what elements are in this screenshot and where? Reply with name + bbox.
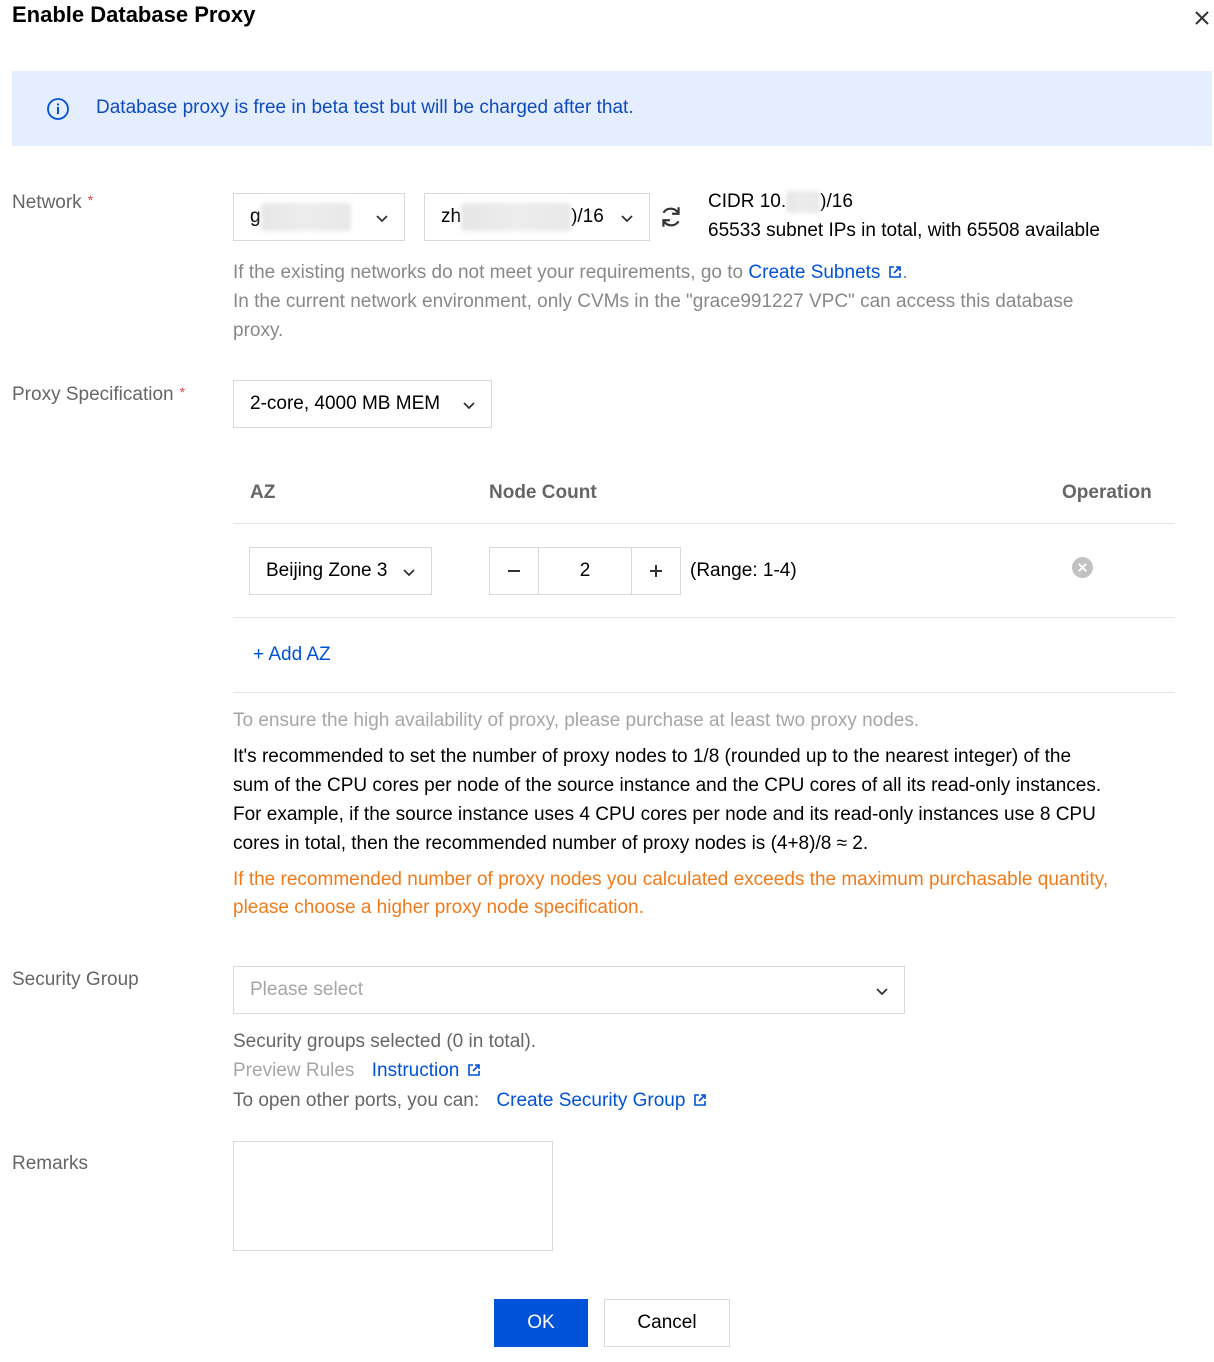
spec-select[interactable] [233, 380, 492, 428]
instruction-link[interactable]: Instruction [372, 1060, 482, 1081]
chevron-down-icon [374, 210, 390, 226]
node-count-column-header: Node Count [489, 482, 597, 503]
decrement-button[interactable] [490, 548, 538, 594]
remove-row-icon[interactable] [1072, 557, 1093, 578]
cancel-button[interactable]: Cancel [604, 1299, 730, 1347]
info-icon [46, 97, 70, 121]
node-count-input[interactable]: 2 [538, 548, 632, 594]
remarks-label: Remarks [12, 1153, 89, 1174]
node-count-stepper[interactable] [489, 547, 681, 595]
vpc-select[interactable] [233, 193, 405, 241]
chevron-down-icon [401, 564, 417, 580]
network-env-hint: In the current network environment, only CVMs in the "grace991227 VPC" can access this database [233, 291, 1074, 312]
increment-button[interactable] [632, 548, 680, 594]
network-hint: If the existing networks do not meet your requirements, go to Create Subnets . In the current network environment, only CVMs in the "grace991227 VPC" can access this database proxy. [233, 258, 1073, 345]
subnet-select-value: zh [441, 206, 462, 227]
external-link-icon [467, 1063, 481, 1077]
remarks-textarea[interactable] [233, 1141, 553, 1251]
plus-icon [648, 563, 664, 579]
spec-label: Proxy Specification * [12, 384, 186, 405]
add-az-button[interactable]: + Add AZ [253, 644, 331, 665]
cidr-text: CIDR 10. )/16 [708, 191, 853, 213]
subnet-select[interactable] [424, 193, 650, 241]
required-mark: * [87, 192, 94, 208]
info-banner [12, 71, 1212, 146]
spec-select-value: 2-core, 4000 MB MEM [250, 393, 441, 414]
security-selected-count: Security groups selected (0 in total). [233, 1031, 537, 1052]
preview-rules-row [233, 1056, 481, 1085]
security-group-select[interactable] [233, 966, 905, 1014]
open-ports-text: To open other ports, you can: [233, 1090, 480, 1111]
az-column-header: AZ [250, 482, 276, 503]
security-group-label: Security Group [12, 969, 139, 990]
az-select-value: Beijing Zone 3 [266, 560, 388, 581]
dialog-title: Enable Database Proxy [12, 2, 256, 27]
create-security-group-link[interactable]: Create Security Group [496, 1090, 707, 1111]
recommendation-note: It's recommended to set the number of proxy nodes to 1/8 (rounded up to the nearest integer) of the sum of the CPU cores per node of the source instance and the CPU cores of all its read-only instances. For example, if the source instance uses 4 CPU cores per node and its read-only instances use 8 CPU cores in total, then the recommended number of proxy nodes is (4+8)/8 ≈ 2. [233, 746, 1102, 854]
minus-icon [506, 563, 522, 579]
create-subnets-link[interactable]: Create Subnets [748, 262, 902, 283]
operation-column-header: Operation [1062, 482, 1152, 503]
close-icon[interactable] [1190, 6, 1214, 30]
refresh-icon[interactable] [658, 204, 684, 230]
redacted-blur [461, 203, 571, 231]
ok-button[interactable]: OK [494, 1299, 588, 1347]
warning-note: If the recommended number of proxy nodes you calculated exceeds the maximum purchasable quantity, please choose a higher proxy node specification. [233, 869, 1109, 918]
chevron-down-icon [874, 983, 890, 999]
range-text: (Range: 1-4) [690, 560, 797, 581]
az-select[interactable] [249, 547, 432, 595]
open-ports-row [233, 1086, 707, 1115]
ha-note: To ensure the high availability of proxy, please purchase at least two proxy nodes. [233, 710, 920, 731]
divider [233, 692, 1175, 693]
chevron-down-icon [619, 210, 635, 226]
network-env-hint-cont: proxy. [233, 320, 284, 341]
redacted-blur [786, 191, 820, 213]
subnet-select-suffix: )/16 [571, 206, 604, 227]
vpc-select-value: g [250, 206, 261, 227]
banner-text: Database proxy is free in beta test but will be charged after that. [96, 97, 634, 118]
redacted-blur [261, 203, 351, 231]
required-mark: * [179, 384, 186, 400]
divider [233, 523, 1175, 524]
ip-summary: 65533 subnet IPs in total, with 65508 available [708, 220, 1100, 241]
divider [233, 617, 1175, 618]
network-label: Network * [12, 192, 94, 213]
external-link-icon [888, 265, 902, 279]
external-link-icon [693, 1093, 707, 1107]
security-group-placeholder: Please select [250, 979, 364, 1000]
preview-rules-text: Preview Rules [233, 1060, 355, 1081]
chevron-down-icon [461, 397, 477, 413]
